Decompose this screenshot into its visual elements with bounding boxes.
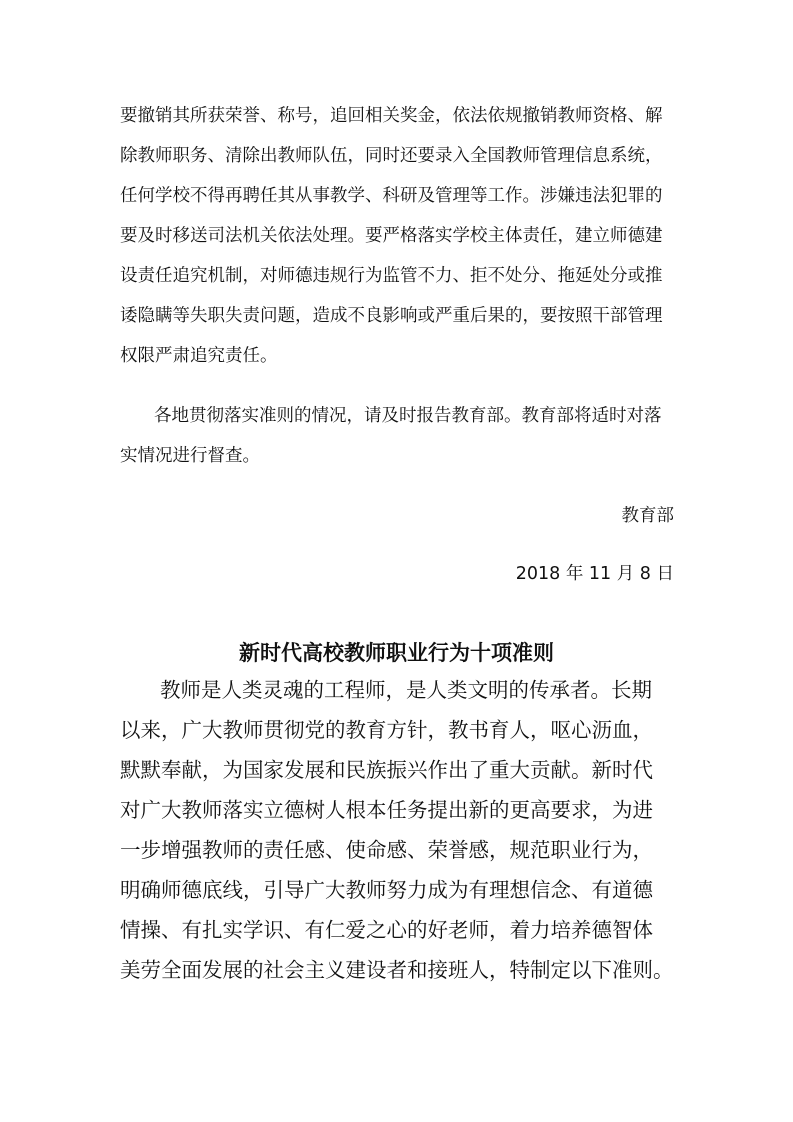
paragraph-line: 诿隐瞒等失职失责问题，造成不良影响或严重后果的，要按照干部管理 xyxy=(120,306,663,326)
body-line: 对广大教师落实立德树人根本任务提出新的更高要求，为进 xyxy=(120,798,653,822)
body-line: 明确师德底线，引导广大教师努力成为有理想信念、有道德 xyxy=(120,878,653,902)
body-line: 默默奉献，为国家发展和民族振兴作出了重大贡献。新时代 xyxy=(120,758,653,782)
report-paragraph-line: 实情况进行督查。 xyxy=(120,446,260,466)
paragraph-line: 除教师职务、清除出教师队伍，同时还要录入全国教师管理信息系统， xyxy=(120,146,663,166)
body-line: 情操、有扎实学识、有仁爱之心的好老师，着力培养德智体 xyxy=(120,918,653,942)
paragraph-line: 要及时移送司法机关依法处理。要严格落实学校主体责任，建立师德建 xyxy=(120,226,663,246)
body-line: 以来，广大教师贯彻党的教育方针，教书育人，呕心沥血， xyxy=(120,718,653,742)
issue-date: 2018 年 11 月 8 日 xyxy=(515,564,674,584)
signature: 教育部 xyxy=(621,506,674,526)
paragraph-line: 要撤销其所获荣誉、称号，追回相关奖金，依法依规撤销教师资格、解 xyxy=(120,106,663,126)
paragraph-line: 权限严肃追究责任。 xyxy=(120,346,278,366)
report-paragraph-line: 各地贯彻落实准则的情况，请及时报告教育部。教育部将适时对落 xyxy=(154,406,662,426)
section-title: 新时代高校教师职业行为十项准则 xyxy=(239,640,554,665)
paragraph-line: 设责任追究机制，对师德违规行为监管不力、拒不处分、拖延处分或推 xyxy=(120,266,663,286)
body-line: 美劳全面发展的社会主义建设者和接班人，特制定以下准则。 xyxy=(120,958,674,982)
body-line: 一步增强教师的责任感、使命感、荣誉感，规范职业行为， xyxy=(120,838,653,862)
paragraph-line: 任何学校不得再聘任其从事教学、科研及管理等工作。涉嫌违法犯罪的 xyxy=(120,186,663,206)
body-line: 教师是人类灵魂的工程师，是人类文明的传承者。长期 xyxy=(160,678,652,702)
